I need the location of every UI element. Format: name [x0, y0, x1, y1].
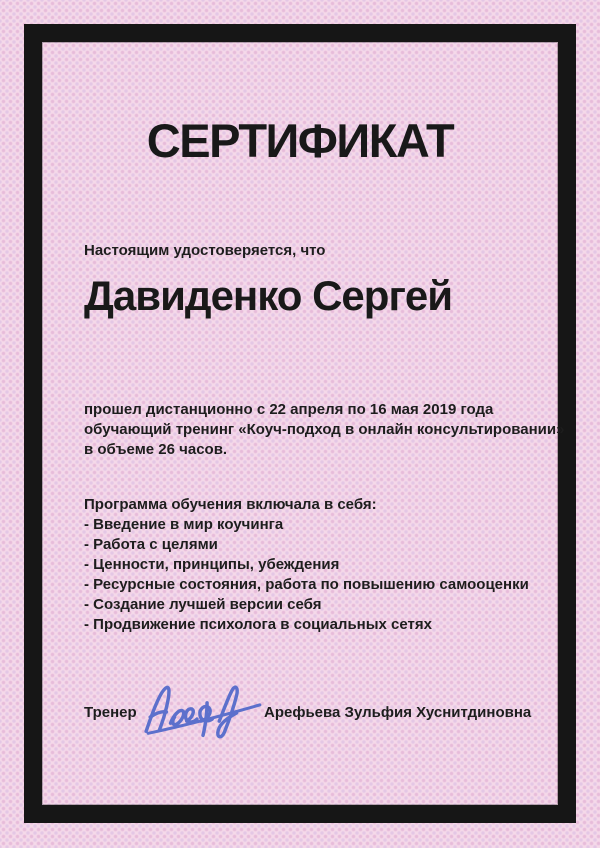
course-line: обучающий тренинг «Коуч-подход в онлайн консультировании» [84, 421, 565, 438]
program-section [84, 495, 529, 635]
program-heading: Программа обучения включала в себя: [84, 496, 377, 513]
course-description [84, 400, 564, 460]
program-item: - Создание лучшей версии себя [84, 596, 322, 613]
recipient-name: Давиденко Сергей [84, 272, 453, 319]
trainer-label: Тренер [84, 704, 137, 721]
intro-text: Настоящим удостоверяется, что [84, 242, 326, 259]
program-item: - Ценности, принципы, убеждения [84, 556, 340, 573]
course-line: в объеме 26 часов. [84, 441, 228, 458]
program-item: - Ресурсные состояния, работа по повышению самооценки [84, 576, 529, 593]
certificate-title: СЕРТИФИКАТ [146, 114, 454, 167]
program-item: - Работа с целями [84, 536, 218, 553]
trainer-name: Арефьева Зульфия Хуснитдиновна [264, 704, 532, 721]
handwritten-signature-icon [136, 674, 268, 750]
program-item: - Продвижение психолога в социальных сетях [84, 616, 432, 633]
course-line: прошел дистанционно с 22 апреля по 16 мая 2019 года [84, 401, 494, 418]
program-item: - Введение в мир коучинга [84, 516, 284, 533]
